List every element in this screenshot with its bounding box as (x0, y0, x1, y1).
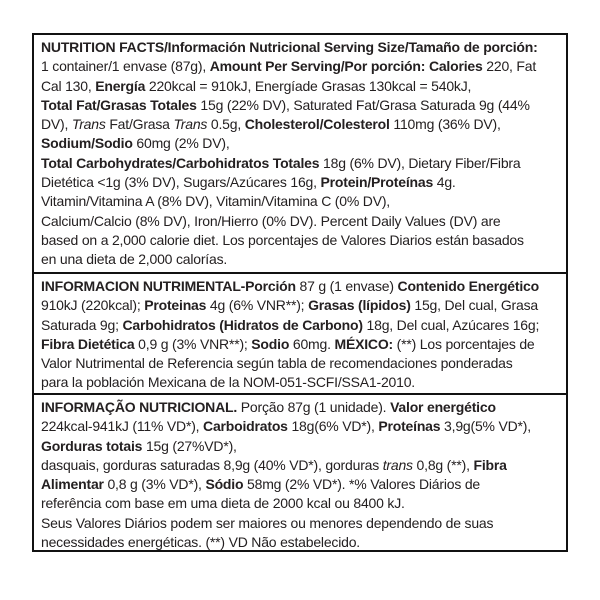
text-run: 1 container/1 envase (87g), (41, 58, 210, 75)
section-informacao-nutricional-br (34, 393, 566, 550)
text-run: INFORMAÇÃO NUTRICIONAL. (41, 399, 238, 415)
text-run: Saturada 9g; (41, 316, 123, 333)
text-run: Contenido Energético (397, 278, 539, 294)
text-run: Energía (95, 77, 146, 94)
label-line (41, 154, 562, 173)
section-informacion-nutrimental-mx (34, 272, 566, 393)
label-line (41, 373, 562, 392)
text-run: 18g, Del cual, Azúcares 16g; (362, 316, 540, 333)
text-run: Cholesterol/Colesterol (244, 116, 390, 133)
label-line (41, 115, 562, 134)
label-line (41, 231, 562, 250)
text-run: 15g (22% DV), Saturated Fat/Grasa Saturada 9g (44% (196, 96, 530, 113)
label-line (41, 296, 562, 315)
text-run: INFORMACION NUTRIMENTAL-Porción (41, 278, 296, 294)
text-run: 0,8g (**), (412, 456, 474, 473)
text-run: Fibra Dietética (41, 335, 135, 352)
text-run: 15g (27%VD*), (142, 437, 237, 454)
label-line (41, 456, 562, 475)
text-run: Sodium/Sodio (41, 135, 133, 152)
label-line (41, 192, 562, 211)
label-line (41, 134, 562, 153)
text-run: trans (382, 456, 413, 473)
text-run: 18g (6% DV), Dietary Fiber/Fibra (319, 154, 521, 171)
label-line (41, 77, 562, 96)
text-run: Fat/Grasa (105, 116, 174, 133)
text-run: en una dieta de 2,000 calorías. (41, 251, 228, 268)
label-line (41, 173, 562, 192)
text-run: Trans (71, 116, 106, 133)
text-run: Dietética <1g (3% DV), Sugars/Azúcares 16g, (41, 174, 321, 191)
text-run: Calcium/Calcio (8% DV), Iron/Hierro (0% DV). Percent Daily Values (DV) are (41, 212, 501, 229)
label-line (41, 398, 562, 417)
label-line (41, 354, 562, 373)
text-run: Grasas (lípidos) (308, 297, 411, 314)
label-line (41, 316, 562, 335)
label-line (41, 96, 562, 115)
text-run: Amount Per Serving/Por porción: (209, 58, 426, 75)
text-run: Proteínas (378, 418, 441, 435)
text-run: 220kcal = 910kJ, Energíade Grasas 130kcal = 540kJ, (145, 77, 472, 94)
text-run: Proteinas (144, 297, 207, 314)
text-run: 0,9 g (3% VNR**); (134, 335, 252, 352)
text-run: Trans (173, 116, 208, 133)
label-line (41, 514, 562, 533)
text-run: referência com base em uma dieta de 2000 kcal ou 8400 kJ. (41, 495, 405, 512)
text-run: 0,8 g (3% VD*), (103, 476, 206, 493)
text-run: DV), (41, 116, 72, 133)
text-run: 4g (6% VNR**); (206, 297, 309, 314)
text-run: based on a 2,000 calorie diet. Los porcentajes de Valores Diarios están basados (41, 231, 524, 248)
label-line (41, 277, 562, 296)
text-run: Vitamin/Vitamina A (8% DV), Vitamin/Vitamina C (0% DV), (41, 193, 390, 210)
text-run: Seus Valores Diários podem ser maiores ou menores dependendo de suas (41, 514, 494, 531)
text-run: Gorduras totais (41, 437, 143, 454)
text-run: 60mg (2% DV), (132, 135, 230, 152)
text-run: 224kcal-941kJ (11% VD*), (41, 418, 204, 435)
text-run: 910kJ (220kcal); (41, 297, 145, 314)
text-run: Total Fat/Grasas Totales (41, 96, 197, 113)
label-line (41, 38, 562, 57)
text-run: 220, Fat (482, 58, 537, 75)
text-run: 15g, Del cual, Grasa (410, 297, 538, 314)
text-run: Sódio (205, 476, 244, 493)
text-run: Cal 130, (41, 77, 96, 94)
text-run: Carboidratos (203, 418, 288, 435)
text-run: (**) Los porcentajes de (392, 335, 535, 352)
text-run: Sodio (251, 335, 290, 352)
label-line (41, 57, 562, 76)
text-run: 58mg (2% VD*). *% Valores Diários de (243, 476, 480, 493)
label-line (41, 437, 562, 456)
text-run: para la población Mexicana de la NOM-051-SCFI/SSA1-2010. (41, 374, 415, 391)
text-run: Porção 87g (1 unidade). (237, 399, 391, 415)
text-run: Calories (428, 58, 483, 75)
text-run: 110mg (36% DV), (389, 116, 501, 133)
section-nutrition-facts-en-es (34, 35, 566, 272)
text-run: 60mg. (289, 335, 335, 352)
text-run: 4g. (433, 174, 456, 191)
text-run: Carbohidratos (Hidratos de Carbono) (122, 316, 363, 333)
text-run: Alimentar (41, 476, 104, 493)
text-run: 18g(6% VD*), (287, 418, 379, 435)
label-line (41, 250, 562, 269)
text-run: NUTRITION FACTS/Información Nutricional Serving Size/Tamaño de porción: (41, 39, 538, 55)
text-run: MÉXICO: (334, 335, 393, 352)
text-run: Total Carbohydrates/Carbohidratos Totales (41, 154, 320, 171)
label-line (41, 475, 562, 494)
text-run: necessidades energéticas. (**) VD Não estabelecido. (41, 534, 360, 550)
text-run: dasquais, gorduras saturadas 8,9g (40% VD*), gorduras (41, 456, 383, 473)
text-run: 3,9g(5% VD*), (440, 418, 531, 435)
text-run: Protein/Proteínas (320, 174, 434, 191)
label-line (41, 533, 562, 550)
text-run: Valor energético (390, 399, 496, 415)
label-line (41, 335, 562, 354)
text-run: Fibra (473, 456, 507, 473)
text-run: 0.5g, (207, 116, 245, 133)
text-run: 87 g (1 envase) (295, 278, 398, 294)
label-line (41, 494, 562, 513)
nutrition-label (32, 33, 568, 552)
text-run: Valor Nutrimental de Referencia según tabla de recomendaciones ponderadas (41, 355, 513, 372)
label-line (41, 212, 562, 231)
label-line (41, 417, 562, 436)
